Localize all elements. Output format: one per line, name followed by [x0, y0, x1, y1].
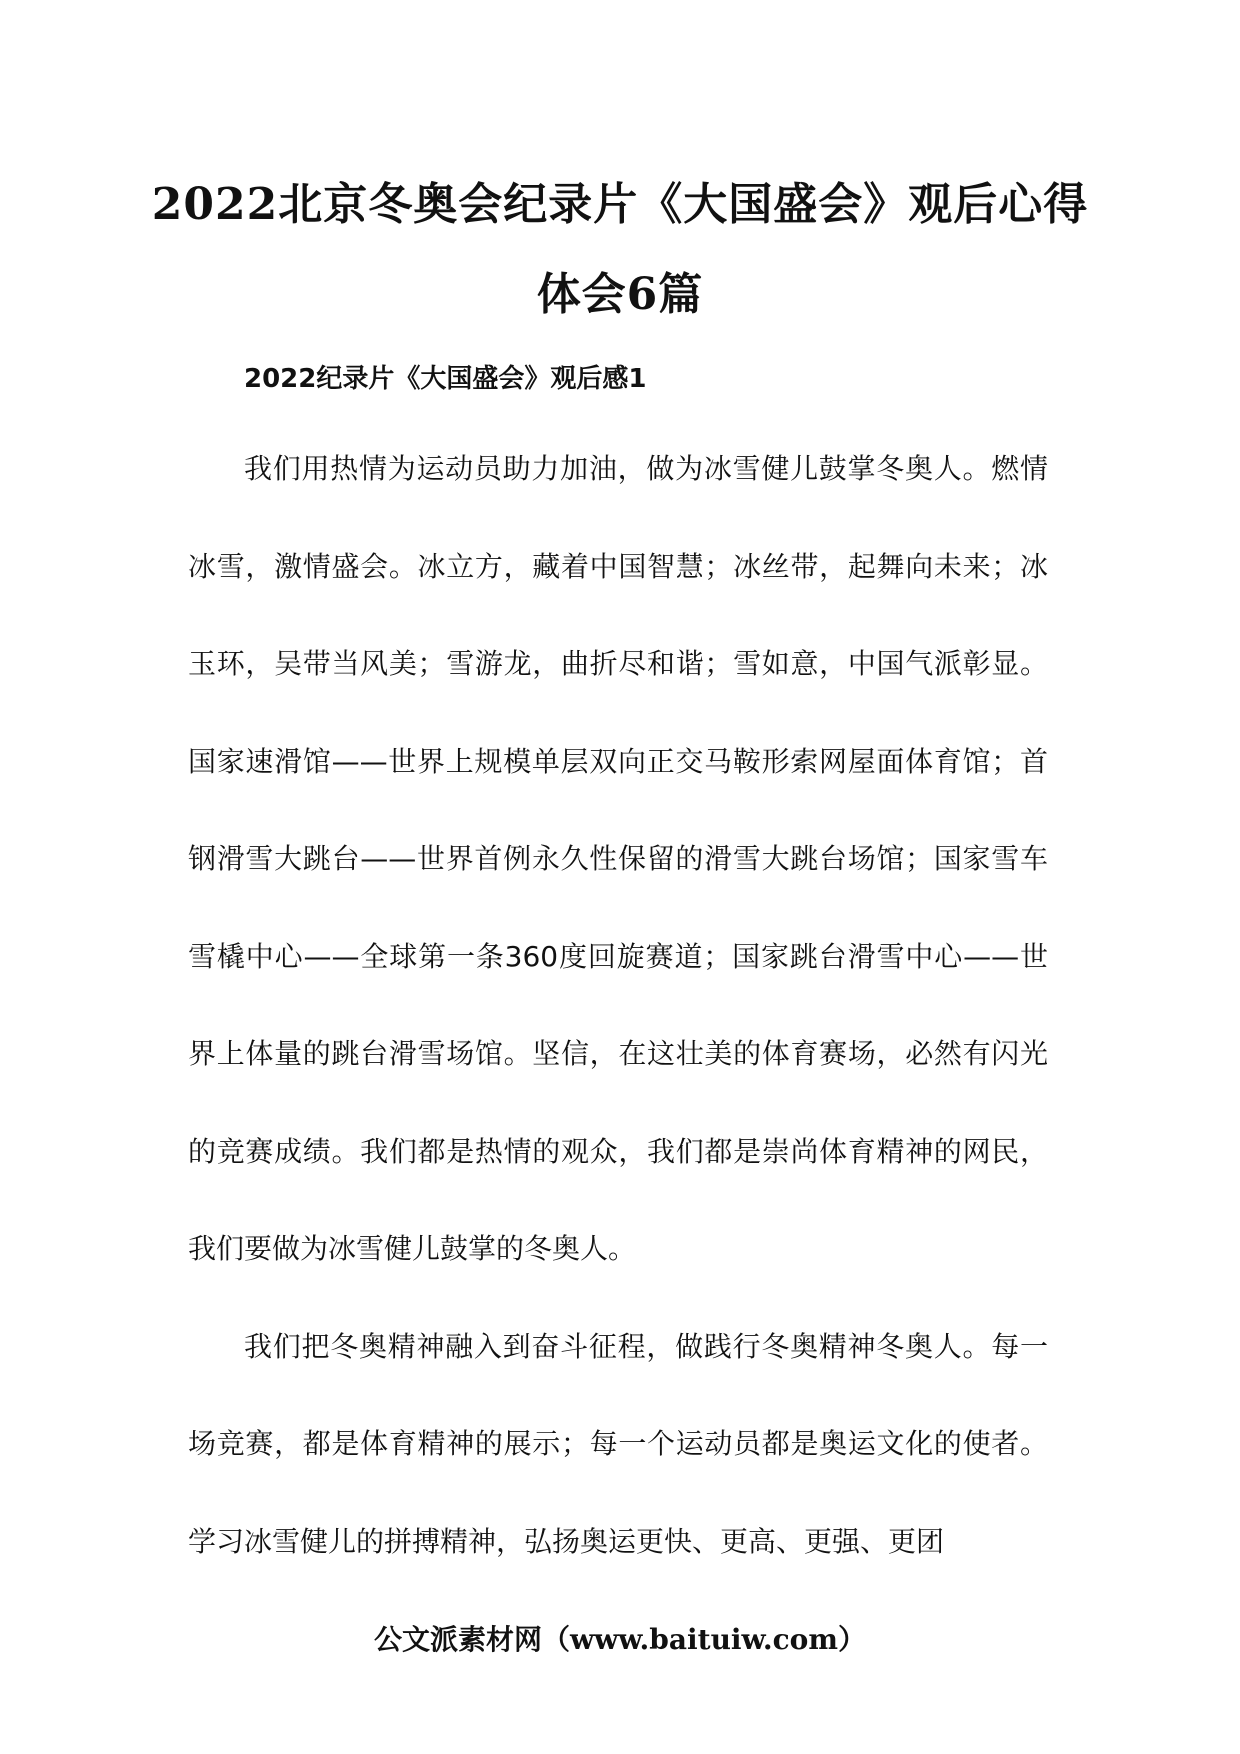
page-footer: 公文派素材网（www.baituiw.com） [374, 1623, 866, 1656]
paragraph: 我们把冬奥精神融入到奋斗征程，做践行冬奥精神冬奥人。每一场竞赛，都是体育精神的展示；每一个运动员都是奥运文化的使者。学习冰雪健儿的拼搏精神，弘扬奥运更快、更高、更强、更团 [188, 1329, 1048, 1558]
document-body [188, 420, 1048, 1590]
paragraph: 我们用热情为运动员助力加油，做为冰雪健儿鼓掌冬奥人。燃情冰雪，激情盛会。冰立方，藏着中国智慧；冰丝带，起舞向未来；冰玉环，吴带当风美；雪游龙，曲折尽和谐；雪如意，中国气派彰显。国家速滑馆——世界上规模单层双向正交马鞍形索网屋面体育馆；首钢滑雪大跳台——世界首例永久性保留的滑雪大跳台场馆；国家雪车雪橇中心——全球第一条360度回旋赛道；国家跳台滑雪中心——世界上体量的跳台滑雪场馆。坚信，在这壮美的体育赛场，必然有闪光的竞赛成绩。我们都是热情的观众，我们都是崇尚体育精神的网民，我们要做为冰雪健儿鼓掌的冬奥人。 [188, 452, 1048, 1265]
section-heading: 2022纪录片《大国盛会》观后感1 [244, 364, 647, 394]
document-title: 2022北京冬奥会纪录片《大国盛会》观后心得体会6篇 [151, 179, 1089, 320]
